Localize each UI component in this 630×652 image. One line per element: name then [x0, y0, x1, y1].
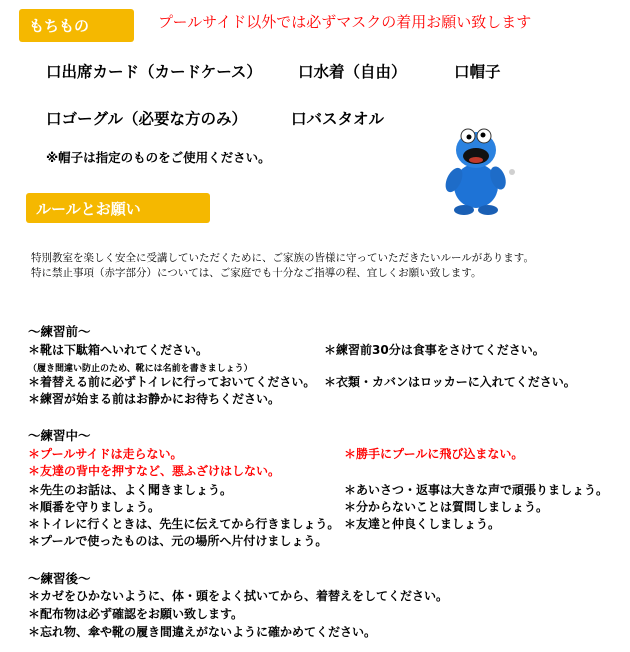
mask-notice: プールサイド以外では必ずマスクの着用お願い致します: [158, 13, 532, 31]
item-attendance-card: 口出席カード（カードケース）: [46, 63, 262, 81]
after-rule-handouts: ＊配布物は必ず確認をお願い致します。: [28, 607, 244, 621]
mascot-illustration: [440, 124, 518, 216]
during-rule-listen: ＊先生のお話は、よく聞きましょう。: [28, 483, 233, 497]
item-goggles: 口ゴーグル（必要な方のみ）: [46, 110, 248, 128]
during-rule-no-pushing: ＊友達の背中を押すなど、悪ふざけはしない。: [28, 464, 281, 478]
during-rule-tidy: ＊プールで使ったものは、元の場所へ片付けましょう。: [28, 534, 328, 548]
intro-line-2: 特に禁止事項（赤字部分）については、ご家庭でも十分なご指導の程、宜しくお願い致します。: [31, 267, 482, 279]
before-rule-shoes: ＊靴は下駄箱へいれてください。: [28, 343, 209, 357]
during-rule-questions: ＊分からないことは質問しましょう。: [344, 500, 549, 514]
after-rule-dry: ＊カゼをひかないように、体・頭をよく拭いてから、着替えをしてください。: [28, 589, 449, 603]
before-rule-shoes-note: （履き間違い防止のため、靴には名前を書きましょう）: [28, 364, 253, 374]
before-rule-toilet: ＊着替える前に必ずトイレに行っておいてください。: [28, 375, 316, 389]
during-rule-order: ＊順番を守りましょう。: [28, 500, 161, 514]
belongings-tag: [19, 9, 134, 42]
during-rule-no-jumping: ＊勝手にプールに飛び込まない。: [344, 447, 524, 461]
before-rule-quiet: ＊練習が始まる前はお静かにお待ちください。: [28, 392, 281, 406]
item-bath-towel: 口バスタオル: [291, 110, 385, 128]
after-practice-title: ～練習後～: [28, 571, 91, 586]
during-rule-toilet: ＊トイレに行くときは、先生に伝えてから行きましょう。: [28, 517, 340, 531]
rules-tag: [26, 193, 210, 223]
during-practice-title: ～練習中～: [28, 428, 91, 443]
before-rule-locker: ＊衣類・カバンはロッカーに入れてください。: [324, 375, 576, 389]
intro-line-1: 特別教室を楽しく安全に受講していただくために、ご家族の皆様に守っていただきたいルールがあります。: [31, 252, 534, 264]
rules-tag-label: ルールとお願い: [36, 199, 141, 218]
after-rule-belongings: ＊忘れ物、傘や靴の履き間違えがないように確かめてください。: [28, 625, 377, 639]
belongings-tag-label: もちもの: [29, 17, 90, 35]
before-rule-food: ＊練習前30分は食事をさけてください。: [324, 343, 545, 357]
during-rule-greeting: ＊あいさつ・返事は大きな声で頑張りましょう。: [344, 483, 609, 497]
during-rule-friends: ＊友達と仲良くしましょう。: [344, 517, 501, 531]
during-rule-no-running: ＊プールサイドは走らない。: [28, 447, 183, 461]
item-cap: 口帽子: [454, 63, 501, 81]
before-practice-title: ～練習前～: [28, 324, 91, 339]
cap-note: ※帽子は指定のものをご使用ください。: [46, 150, 271, 165]
item-swimsuit: 口水着（自由）: [298, 63, 407, 81]
